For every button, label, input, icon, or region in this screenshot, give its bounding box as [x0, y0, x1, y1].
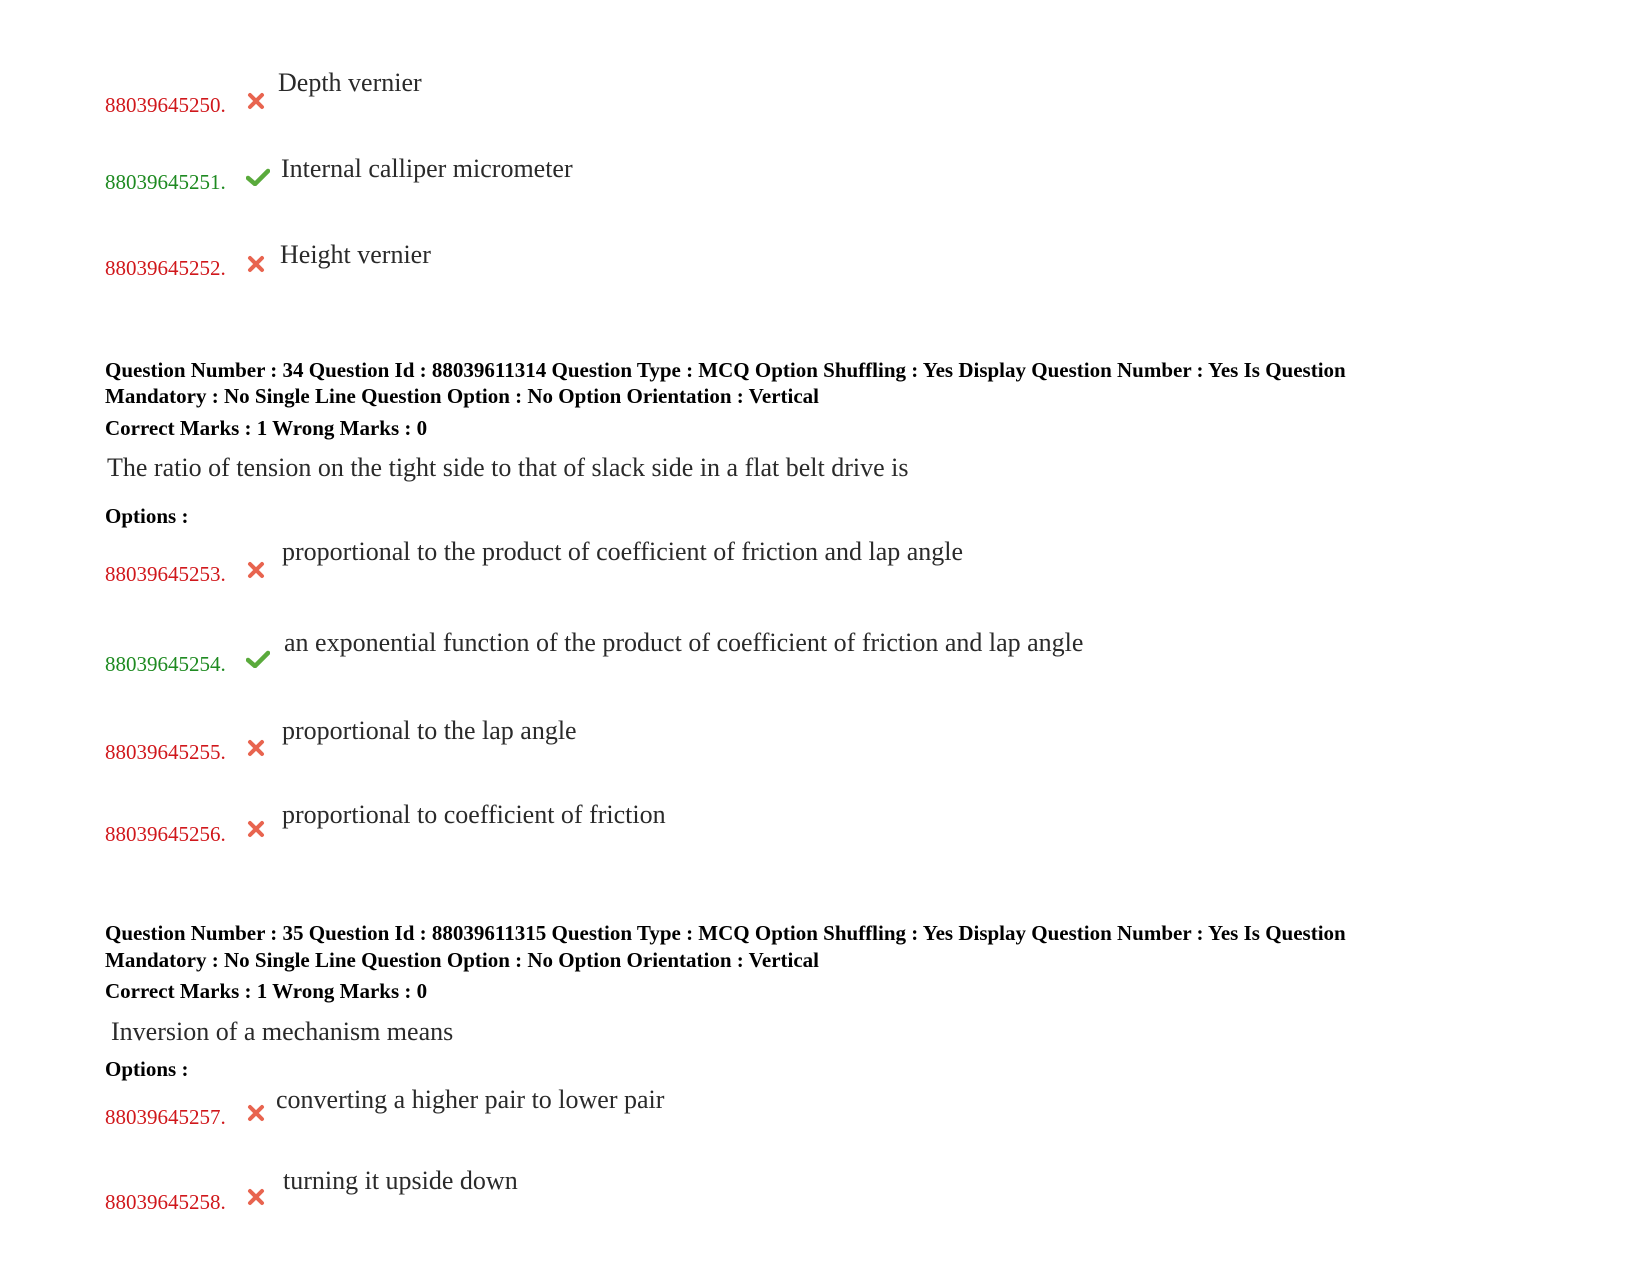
option-text: proportional to the lap angle [282, 716, 577, 745]
option-id: 88039645258. [105, 1190, 226, 1214]
question-stem: Inversion of a mechanism means [111, 1017, 454, 1046]
question-meta-line2: Mandatory : No Single Line Question Option : No Option Orientation : Vertical [105, 948, 820, 972]
option-text: Internal calliper micrometer [281, 154, 573, 183]
question-meta-line1: Question Number : 34 Question Id : 88039611314 Question Type : MCQ Option Shuffling : Yes Display Question Number : Yes Is Question [105, 358, 1346, 382]
option-text: converting a higher pair to lower pair [276, 1085, 665, 1114]
option-id: 88039645251. [105, 170, 226, 194]
option-text: Depth vernier [278, 68, 422, 97]
question-stem: The ratio of tension on the tight side to that of slack side in a flat belt drive is [107, 453, 909, 482]
cross-icon [247, 1104, 265, 1127]
cross-icon [247, 1188, 265, 1211]
cross-icon [247, 255, 265, 278]
options-label: Options : [105, 504, 189, 528]
option-text: proportional to coefficient of friction [282, 800, 666, 829]
option-text: Height vernier [280, 240, 431, 269]
cross-icon [247, 561, 265, 584]
question-marks: Correct Marks : 1 Wrong Marks : 0 [105, 979, 428, 1003]
check-icon [246, 650, 270, 673]
cross-icon [247, 820, 265, 843]
option-id: 88039645255. [105, 740, 226, 764]
option-text: turning it upside down [283, 1166, 518, 1195]
question-marks: Correct Marks : 1 Wrong Marks : 0 [105, 416, 428, 440]
cross-icon [247, 92, 265, 115]
option-id: 88039645257. [105, 1105, 226, 1129]
question-meta-line2: Mandatory : No Single Line Question Option : No Option Orientation : Vertical [105, 384, 820, 408]
options-label: Options : [105, 1057, 189, 1081]
cross-icon [247, 739, 265, 762]
option-id: 88039645254. [105, 652, 226, 676]
option-id: 88039645252. [105, 256, 226, 280]
option-id: 88039645253. [105, 562, 226, 586]
option-text: proportional to the product of coefficient of friction and lap angle [282, 537, 964, 566]
option-id: 88039645250. [105, 93, 226, 117]
question-meta-line1: Question Number : 35 Question Id : 88039611315 Question Type : MCQ Option Shuffling : Yes Display Question Number : Yes Is Question [105, 921, 1346, 945]
option-id: 88039645256. [105, 822, 226, 846]
check-icon [246, 168, 270, 191]
option-text: an exponential function of the product of coefficient of friction and lap angle [284, 628, 1084, 657]
